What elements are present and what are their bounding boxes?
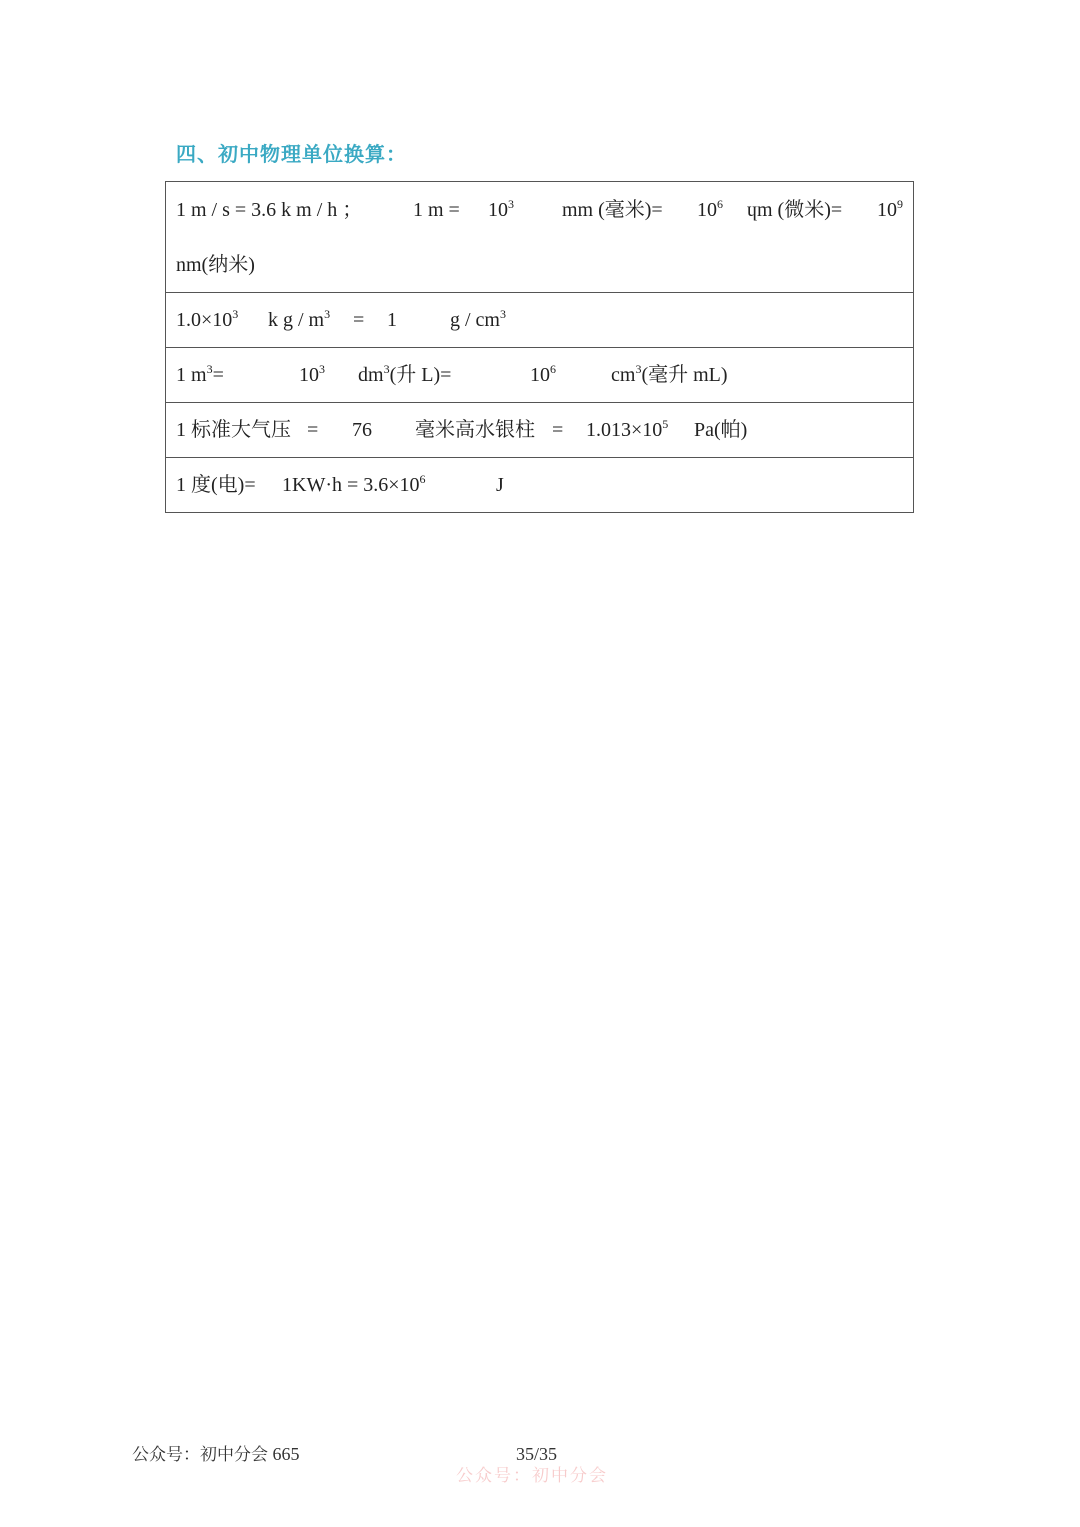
table-row bbox=[166, 348, 914, 403]
meter-label: 1 m = bbox=[413, 198, 460, 221]
density-value: 1 bbox=[387, 309, 397, 331]
density-value: $1.0\times 10^3$ bbox=[176, 307, 239, 331]
density-unit: k g / $m^3$ bbox=[268, 307, 331, 331]
footer-account: 公众号：初中分会 665 bbox=[132, 1444, 300, 1465]
table-cell bbox=[166, 348, 914, 403]
equals-sign: = bbox=[353, 309, 365, 331]
power-value: $10^3$ bbox=[299, 362, 325, 386]
speed-conversion: 1 m / s = 3.6 k m / h ； bbox=[176, 198, 363, 221]
watermark: 公众号：初中分会 bbox=[456, 1466, 608, 1486]
unit-milliliter: $cm^3$(毫升 mL) bbox=[611, 362, 728, 386]
standard-atmosphere-label: 1 标准大气压 bbox=[176, 419, 291, 441]
power-value: $10^9$ bbox=[877, 196, 903, 221]
mercury-column-label: 毫米高水银柱 bbox=[415, 419, 535, 441]
unit-joule: J bbox=[496, 474, 504, 496]
conversion-line bbox=[176, 361, 903, 389]
power-value: $10^3$ bbox=[488, 196, 514, 221]
density-unit: g / $cm^3$ bbox=[450, 307, 506, 331]
page-number: 35/35 bbox=[516, 1444, 558, 1464]
pressure-value: $1.013\times 10^5$ bbox=[586, 417, 669, 441]
table-row bbox=[166, 403, 914, 458]
conversion-line bbox=[176, 471, 903, 499]
power-value: $10^6$ bbox=[697, 196, 723, 221]
unit-conversion-table bbox=[165, 181, 914, 513]
table-row bbox=[166, 458, 914, 513]
pressure-value: 76 bbox=[352, 419, 372, 441]
unit-micrometer: ɥm (微米)= bbox=[747, 198, 843, 221]
conversion-line bbox=[176, 196, 903, 224]
table-row bbox=[166, 293, 914, 348]
volume-unit: 1 $m^3=$ bbox=[176, 362, 224, 386]
equals-sign: = bbox=[307, 419, 319, 441]
table-cell bbox=[166, 403, 914, 458]
table-cell bbox=[166, 182, 914, 293]
conversion-line bbox=[176, 251, 903, 279]
conversion-line bbox=[176, 416, 903, 444]
electricity-degree-label: 1 度(电)= bbox=[176, 474, 256, 496]
unit-pascal: Pa(帕) bbox=[694, 419, 748, 441]
table-cell bbox=[166, 293, 914, 348]
energy-conversion: $1KW\cdot h = 3.6\times 10^6$ bbox=[282, 472, 426, 496]
table-cell bbox=[166, 458, 914, 513]
unit-millimeter: mm (毫米)= bbox=[562, 198, 663, 221]
table-row bbox=[166, 182, 914, 293]
unit-nanometer: nm(纳米) bbox=[176, 253, 255, 276]
conversion-line bbox=[176, 306, 903, 334]
section-title: 四、初中物理单位换算： bbox=[176, 142, 407, 166]
equals-sign: = bbox=[552, 419, 564, 441]
power-value: $10^6$ bbox=[530, 362, 556, 386]
unit-liter: $dm^3$(升 L)= bbox=[358, 362, 452, 386]
